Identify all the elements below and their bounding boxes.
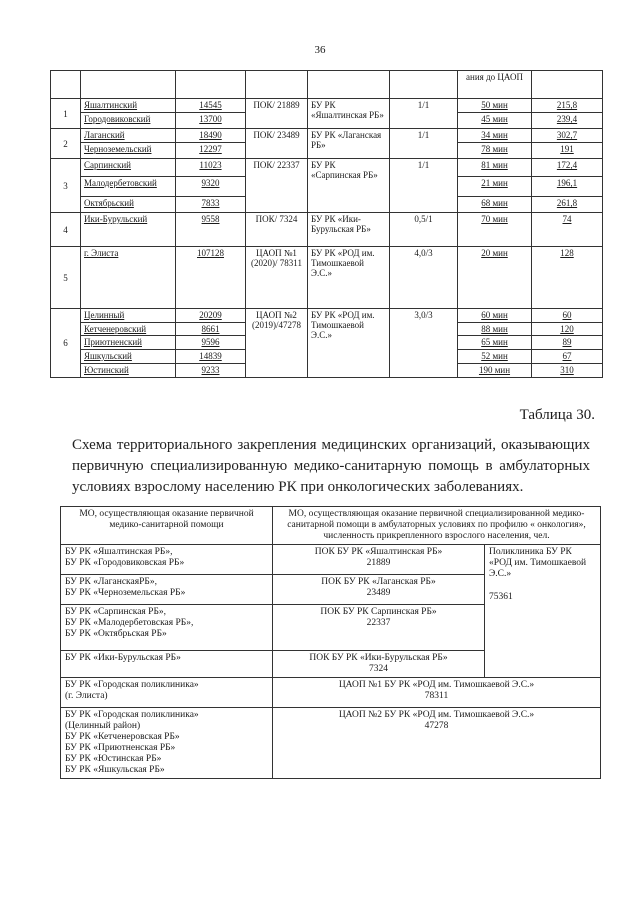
distance: 310 bbox=[532, 364, 603, 378]
attached-population: 47278 bbox=[424, 721, 449, 731]
center-name: ЦАОП №2 БУ РК «РОД им. Тимошкаевой Э.С.» bbox=[338, 710, 535, 720]
group-number: 4 bbox=[51, 213, 81, 247]
primary-care-orgs bbox=[61, 678, 273, 708]
organization-name: БУ РК «РОД им. Тимошкаевой Э.С.» bbox=[308, 247, 390, 309]
staff-ratio: 0,5/1 bbox=[390, 213, 458, 247]
assignment-table bbox=[60, 506, 601, 779]
population: 7833 bbox=[176, 197, 246, 213]
travel-time: 21 мин bbox=[458, 177, 532, 197]
distance: 89 bbox=[532, 336, 603, 350]
distance: 172,4 bbox=[532, 159, 603, 177]
district-name: Яшалтинский bbox=[81, 99, 176, 113]
district-name: Целинный bbox=[81, 309, 176, 323]
district-name: Юстинский bbox=[81, 364, 176, 378]
attached-population: 23489 bbox=[366, 588, 391, 598]
attached-population: 22337 bbox=[366, 618, 391, 628]
attached-population: 7324 bbox=[369, 664, 388, 674]
district-name: Городовиковский bbox=[81, 113, 176, 129]
distance: 215,8 bbox=[532, 99, 603, 113]
staff-ratio: 1/1 bbox=[390, 99, 458, 129]
attached-population: 21889 bbox=[366, 558, 391, 568]
table-caption: Схема территориального закрепления медицинских организаций, оказывающих первичную специализированную медико-санитарную помощь в амбулаторных условиях взрослому населению РК при онкологических заболеваниях. bbox=[72, 437, 590, 495]
table-row bbox=[51, 309, 603, 323]
center-code: ПОК/ 7324 bbox=[246, 213, 308, 247]
org-line: БУ РК «Кетченеровская РБ» bbox=[65, 732, 180, 742]
org-line: БУ РК «Малодербетовская РБ», bbox=[65, 618, 194, 628]
center-name: ПОК БУ РК Сарпинская РБ» bbox=[320, 607, 437, 617]
distance: 239,4 bbox=[532, 113, 603, 129]
org-line: БУ РК «Яшалтинская РБ», bbox=[65, 547, 173, 557]
specialized-center bbox=[273, 708, 601, 779]
organization-name: БУ РК «Сарпинская РБ» bbox=[308, 159, 390, 213]
group-number: 1 bbox=[51, 99, 81, 129]
population: 14545 bbox=[176, 99, 246, 113]
center-code: ПОК/ 22337 bbox=[246, 159, 308, 213]
district-name: Кетченеровский bbox=[81, 323, 176, 336]
travel-time: 70 мин bbox=[458, 213, 532, 247]
group-number: 6 bbox=[51, 309, 81, 378]
group-number: 2 bbox=[51, 129, 81, 159]
group-number: 3 bbox=[51, 159, 81, 213]
district-name: Сарпинский bbox=[81, 159, 176, 177]
center-code: ПОК/ 23489 bbox=[246, 129, 308, 159]
org-line: (Целинный район) bbox=[65, 721, 141, 731]
staff-ratio: 4,0/3 bbox=[390, 247, 458, 309]
distance: 67 bbox=[532, 350, 603, 364]
org-line: БУ РК «ЛаганскаяРБ», bbox=[65, 577, 157, 587]
table-row bbox=[51, 129, 603, 143]
primary-care-orgs bbox=[61, 545, 273, 575]
population: 18490 bbox=[176, 129, 246, 143]
distance: 261,8 bbox=[532, 197, 603, 213]
population: 13700 bbox=[176, 113, 246, 129]
primary-care-orgs bbox=[61, 651, 273, 678]
distance: 196,1 bbox=[532, 177, 603, 197]
population: 14839 bbox=[176, 350, 246, 364]
travel-time: 78 мин bbox=[458, 143, 532, 159]
population: 9320 bbox=[176, 177, 246, 197]
primary-care-orgs bbox=[61, 708, 273, 779]
distance: 120 bbox=[532, 323, 603, 336]
org-line: БУ РК «Городская поликлиника» bbox=[65, 710, 199, 720]
population: 11023 bbox=[176, 159, 246, 177]
table-row bbox=[51, 99, 603, 113]
district-name: Малодербетовский bbox=[81, 177, 176, 197]
org-line: БУ РК «Яшкульская РБ» bbox=[65, 765, 165, 775]
population: 12297 bbox=[176, 143, 246, 159]
organization-name: БУ РК «Лаганская РБ» bbox=[308, 129, 390, 159]
primary-care-orgs bbox=[61, 605, 273, 651]
travel-time: 65 мин bbox=[458, 336, 532, 350]
org-line: БУ РК «Ики-Бурульская РБ» bbox=[65, 653, 181, 663]
population: 9558 bbox=[176, 213, 246, 247]
travel-time: 34 мин bbox=[458, 129, 532, 143]
polyclinic-cell bbox=[485, 545, 601, 678]
specialized-center bbox=[273, 605, 485, 651]
center-code: ПОК/ 21889 bbox=[246, 99, 308, 129]
spacer bbox=[489, 580, 596, 592]
staff-ratio: 3,0/3 bbox=[390, 309, 458, 378]
table-row bbox=[61, 545, 601, 575]
distance: 191 bbox=[532, 143, 603, 159]
table-row bbox=[51, 159, 603, 177]
organization-name: БУ РК «Ики-Бурульская РБ» bbox=[308, 213, 390, 247]
district-name: Приютненский bbox=[81, 336, 176, 350]
travel-time: 68 мин bbox=[458, 197, 532, 213]
table-row bbox=[51, 247, 603, 309]
distance: 302,7 bbox=[532, 129, 603, 143]
org-line: БУ РК «Юстинская РБ» bbox=[65, 754, 162, 764]
specialized-center bbox=[273, 545, 485, 575]
organization-name: БУ РК «РОД им. Тимошкаевой Э.С.» bbox=[308, 309, 390, 378]
org-line: БУ РК «Сарпинская РБ», bbox=[65, 607, 167, 617]
center-name: ПОК БУ РК «Ики-Бурульская РБ» bbox=[309, 653, 448, 663]
center-code: ЦАОП №2 (2019)/47278 bbox=[246, 309, 308, 378]
table-row bbox=[61, 678, 601, 708]
org-line: БУ РК «Городская поликлиника» bbox=[65, 680, 199, 690]
population: 107128 bbox=[176, 247, 246, 309]
org-line: (г. Элиста) bbox=[65, 691, 108, 701]
staff-ratio: 1/1 bbox=[390, 159, 458, 213]
attached-population: 78311 bbox=[424, 691, 449, 701]
header-primary-care: МО, осуществляющая оказание первичной медико-санитарной помощи bbox=[61, 507, 273, 545]
population: 8661 bbox=[176, 323, 246, 336]
page-number: 36 bbox=[314, 44, 326, 56]
org-line: БУ РК «Черноземельская РБ» bbox=[65, 588, 186, 598]
district-name: г. Элиста bbox=[81, 247, 176, 309]
table-header-row bbox=[51, 71, 603, 99]
primary-care-orgs bbox=[61, 575, 273, 605]
travel-time: 60 мин bbox=[458, 309, 532, 323]
polyclinic-population: 75361 bbox=[489, 592, 513, 602]
travel-time: 45 мин bbox=[458, 113, 532, 129]
polyclinic-name: Поликлиника БУ РК «РОД им. Тимошкаевой Э.С.» bbox=[489, 547, 587, 579]
table-row bbox=[61, 708, 601, 779]
travel-time: 88 мин bbox=[458, 323, 532, 336]
travel-time: 52 мин bbox=[458, 350, 532, 364]
distance: 60 bbox=[532, 309, 603, 323]
distance-table bbox=[50, 70, 603, 378]
specialized-center bbox=[273, 575, 485, 605]
district-name: Лаганский bbox=[81, 129, 176, 143]
district-name: Октябрьский bbox=[81, 197, 176, 213]
header-travel-time: ания до ЦАОП bbox=[458, 71, 532, 99]
org-line: БУ РК «Приютненская РБ» bbox=[65, 743, 176, 753]
org-line: БУ РК «Октябрьская РБ» bbox=[65, 629, 167, 639]
population: 9596 bbox=[176, 336, 246, 350]
group-number: 5 bbox=[51, 247, 81, 309]
district-name: Яшкульский bbox=[81, 350, 176, 364]
center-name: ПОК БУ РК «Лаганская РБ» bbox=[321, 577, 436, 587]
table-row bbox=[51, 213, 603, 247]
distance: 74 bbox=[532, 213, 603, 247]
staff-ratio: 1/1 bbox=[390, 129, 458, 159]
center-name: ЦАОП №1 БУ РК «РОД им. Тимошкаевой Э.С.» bbox=[338, 680, 535, 690]
population: 9233 bbox=[176, 364, 246, 378]
specialized-center bbox=[273, 678, 601, 708]
travel-time: 81 мин bbox=[458, 159, 532, 177]
center-name: ПОК БУ РК «Яшалтинская РБ» bbox=[314, 547, 443, 557]
district-name: Ики-Бурульский bbox=[81, 213, 176, 247]
header-specialized-care: МО, осуществляющая оказание первичной специализированной медико-санитарной помощи в амбулаторных условиях по профилю « онкология», численность прикрепленного взрослого населения, чел. bbox=[273, 507, 601, 545]
population: 20209 bbox=[176, 309, 246, 323]
org-line: БУ РК «Городовиковская РБ» bbox=[65, 558, 185, 568]
district-name: Черноземельский bbox=[81, 143, 176, 159]
travel-time: 50 мин bbox=[458, 99, 532, 113]
specialized-center bbox=[273, 651, 485, 678]
distance: 128 bbox=[532, 247, 603, 309]
travel-time: 20 мин bbox=[458, 247, 532, 309]
travel-time: 190 мин bbox=[458, 364, 532, 378]
center-code: ЦАОП №1 (2020)/ 78311 bbox=[246, 247, 308, 309]
table-label: Таблица 30. bbox=[519, 407, 595, 423]
organization-name: БУ РК «Яшалтинская РБ» bbox=[308, 99, 390, 129]
table-header-row bbox=[61, 507, 601, 545]
